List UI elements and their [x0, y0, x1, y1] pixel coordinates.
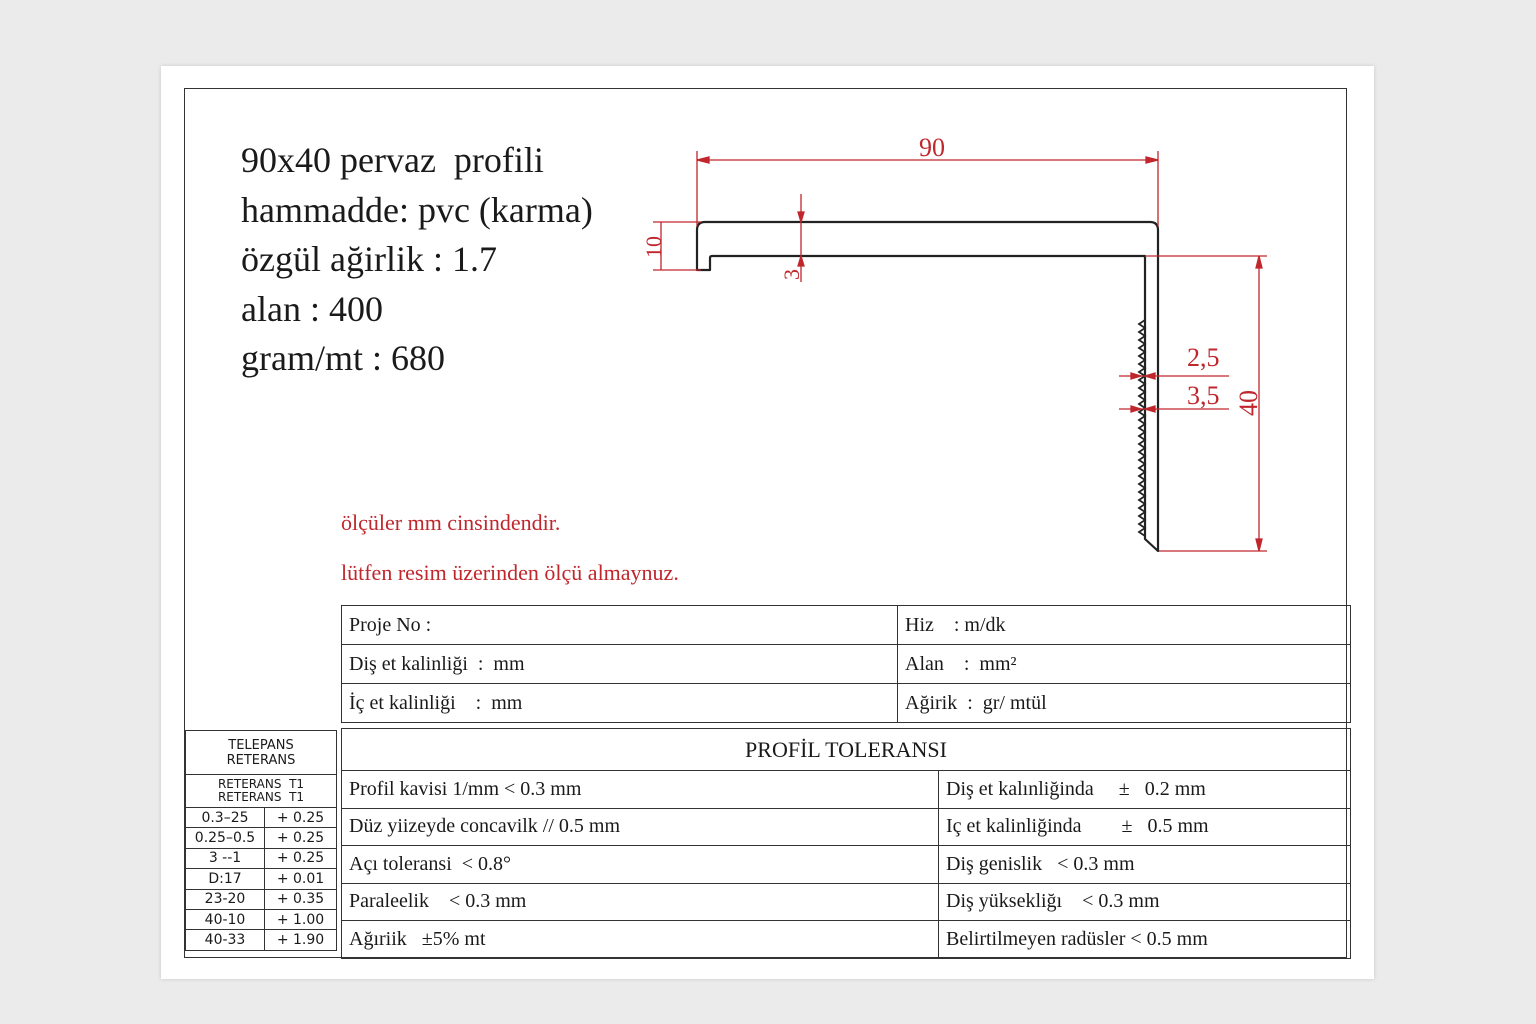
measurement-warning: lütfen resim üzerinden ölçü almaynuz. — [341, 560, 679, 585]
reference-range: 23-20 — [186, 889, 265, 909]
inner-wall-cell: İç et kalinliği : mm — [342, 684, 898, 723]
tolerance-cell: Ağıriik ±5% mt — [342, 921, 939, 959]
tolerance-cell: Diş et kalınliğinda ± 0.2 mm — [939, 771, 1351, 809]
reference-range: 0.3–25 — [186, 808, 265, 828]
table-row — [342, 645, 1351, 684]
project-table — [341, 605, 1351, 723]
tolerance-cell: Açı toleransi < 0.8° — [342, 846, 939, 884]
reference-value: + 0.25 — [265, 848, 337, 868]
reference-subheader: RETERANS T1 RETERANS T1 — [186, 775, 337, 808]
reference-range: 40-10 — [186, 909, 265, 929]
table-row — [186, 731, 337, 775]
table-row — [342, 808, 1351, 846]
reference-value: + 1.90 — [265, 930, 337, 950]
table-row — [342, 771, 1351, 809]
table-row — [186, 930, 337, 950]
width-label: 90 — [919, 133, 945, 162]
table-row — [186, 889, 337, 909]
table-row — [186, 909, 337, 929]
table-row — [186, 828, 337, 848]
tolerance-cell: Profil kavisi 1/mm < 0.3 mm — [342, 771, 939, 809]
reference-header: TELEPANS RETERANS — [186, 731, 337, 775]
table-row — [342, 684, 1351, 723]
reference-value: + 0.25 — [265, 828, 337, 848]
specific-gravity: özgül ağirlik : 1.7 — [241, 239, 497, 279]
profile-outline — [697, 222, 1158, 551]
lip-height-label: 10 — [641, 236, 666, 258]
reference-range: 40-33 — [186, 930, 265, 950]
reference-range: 3 --1 — [186, 848, 265, 868]
tolerance-cell: Diş genislik < 0.3 mm — [939, 846, 1351, 884]
tolerance-cell: Iç et kalinliğinda ± 0.5 mm — [939, 808, 1351, 846]
table-row — [342, 729, 1351, 771]
tolerance-cell: Belirtilmeyen radüsler < 0.5 mm — [939, 921, 1351, 959]
reference-value: + 0.25 — [265, 808, 337, 828]
height-label: 40 — [1234, 390, 1263, 416]
gram-per-meter: gram/mt : 680 — [241, 338, 445, 378]
tolerance-table — [341, 728, 1351, 959]
drawing-sheet — [161, 66, 1374, 979]
table-row — [186, 848, 337, 868]
reference-range: 0.25–0.5 — [186, 828, 265, 848]
speed-cell: Hiz : m/dk — [898, 606, 1351, 645]
tolerance-cell: Paraleelik < 0.3 mm — [342, 883, 939, 921]
top-thickness-label: 3 — [779, 269, 804, 280]
table-row — [342, 846, 1351, 884]
area-cell: Alan : mm² — [898, 645, 1351, 684]
table-row — [342, 606, 1351, 645]
reference-value: + 0.35 — [265, 889, 337, 909]
tooth-a-label: 2,5 — [1187, 343, 1220, 372]
reference-table — [185, 730, 337, 951]
raw-material: hammadde: pvc (karma) — [241, 189, 593, 230]
table-row — [186, 808, 337, 828]
table-row — [186, 869, 337, 889]
area: alan : 400 — [241, 288, 383, 329]
profile-title: 90x40 pervaz profili — [241, 140, 544, 180]
tolerance-title: PROFİL TOLERANSI — [342, 729, 1351, 771]
reference-range: D:17 — [186, 869, 265, 889]
reference-value: + 1.00 — [265, 909, 337, 929]
table-row — [342, 921, 1351, 959]
units-note: ölçüler mm cinsindendir. — [341, 510, 561, 535]
reference-value: + 0.01 — [265, 869, 337, 889]
table-row — [186, 775, 337, 808]
weight-cell: Ağirik : gr/ mtül — [898, 684, 1351, 723]
tooth-b-label: 3,5 — [1187, 381, 1220, 410]
outer-wall-cell: Diş et kalinliği : mm — [342, 645, 898, 684]
table-row — [342, 883, 1351, 921]
tolerance-cell: Düz yiizeyde concavilk // 0.5 mm — [342, 808, 939, 846]
project-no-cell: Proje No : — [342, 606, 898, 645]
tolerance-cell: Diş yüksekliğı < 0.3 mm — [939, 883, 1351, 921]
